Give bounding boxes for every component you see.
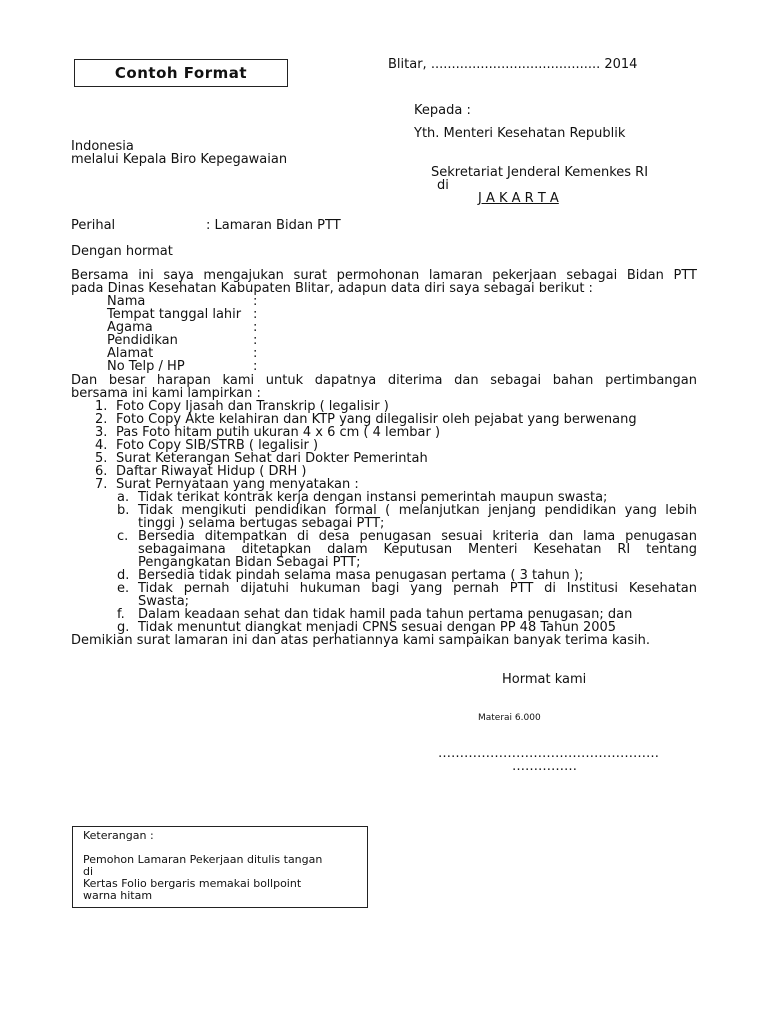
recipient-line-1: Yth. Menteri Kesehatan Republik: [414, 126, 626, 141]
field-label: Tempat tanggal lahir: [107, 307, 242, 322]
list-item-continued: tinggi ) selama bertugas sebagai PTT;: [138, 516, 385, 531]
list-item-number: 3.: [95, 425, 108, 440]
signature-dots-line-2: ……………: [512, 759, 577, 774]
field-separator: :: [253, 307, 258, 322]
list-item-number: 2.: [95, 412, 108, 427]
list-item: Foto Copy Akte kelahiran dan KTP yang dilegalisir oleh pejabat yang berwenang: [116, 412, 637, 427]
closing-text: Demikian surat lamaran ini dan atas perhatiannya kami sampaikan banyak terima kasih.: [71, 633, 651, 648]
note-box: [72, 826, 368, 908]
intro-line-2: pada Dinas Kesehatan Kabupaten Blitar, adapun data diri saya sebagai berikut :: [71, 281, 593, 296]
field-separator: :: [253, 359, 258, 374]
list-item: Surat Pernyataan yang menyatakan :: [116, 477, 359, 492]
recipient-di: di: [437, 178, 449, 193]
list-item-number: 6.: [95, 464, 108, 479]
field-label: Nama: [107, 294, 146, 309]
list-item-continued: Swasta;: [138, 594, 190, 609]
list-item-letter: d.: [117, 568, 130, 583]
field-label: Agama: [107, 320, 153, 335]
list-item: Bersedia tidak pindah selama masa penugasan pertama ( 3 tahun );: [138, 568, 584, 583]
list-item: Daftar Riwayat Hidup ( DRH ): [116, 464, 307, 479]
recipient-line-3: melalui Kepala Biro Kepegawaian: [71, 152, 288, 167]
list-item-number: 1.: [95, 399, 108, 414]
intro-line-1: Bersama ini saya mengajukan surat permohonan lamaran pekerjaan sebagai Bidan PTT: [71, 268, 697, 283]
list-item: Tidak mengikuti pendidikan formal ( melanjutkan jenjang pendidikan yang lebih: [138, 503, 697, 518]
kepada-label: Kepada :: [414, 103, 471, 118]
field-separator: :: [253, 294, 258, 309]
list-item-number: 7.: [95, 477, 108, 492]
perihal-value: : Lamaran Bidan PTT: [206, 218, 341, 233]
note-line-3: Kertas Folio bergaris memakai bollpoint: [83, 877, 302, 890]
signature-salutation: Hormat kami: [502, 672, 587, 687]
list-item: Bersedia ditempatkan di desa penugasan sesuai kriteria dan lama penugasan: [138, 529, 697, 544]
note-title: Keterangan :: [83, 829, 154, 842]
list-item-continued: Pengangkatan Bidan Sebagai PTT;: [138, 555, 361, 570]
greeting: Dengan hormat: [71, 244, 173, 259]
list-item: Surat Keterangan Sehat dari Dokter Pemerintah: [116, 451, 428, 466]
list-item: Tidak pernah dijatuhi hukuman bagi yang pernah PTT di Institusi Kesehatan: [138, 581, 697, 596]
recipient-line-4: Sekretariat Jenderal Kemenkes RI: [431, 165, 649, 180]
closing-intro-line-2: bersama ini kami lampirkan :: [71, 386, 261, 401]
field-separator: :: [253, 333, 258, 348]
closing-intro-line-1: Dan besar harapan kami untuk dapatnya diterima dan sebagai bahan pertimbangan: [71, 373, 697, 388]
note-line-4: warna hitam: [83, 889, 153, 902]
note-line-1: Pemohon Lamaran Pekerjaan ditulis tangan: [83, 853, 323, 866]
field-label: Pendidikan: [107, 333, 178, 348]
recipient-line-2: Indonesia: [71, 139, 134, 154]
list-item-letter: c.: [117, 529, 129, 544]
field-label: No Telp / HP: [107, 359, 185, 374]
stamp-label: Materai 6.000: [478, 713, 541, 723]
list-item-letter: f.: [117, 607, 125, 622]
list-item-letter: a.: [117, 490, 130, 505]
note-line-2: di: [83, 865, 94, 878]
field-separator: :: [253, 346, 258, 361]
list-item: Foto Copy Ijasah dan Transkrip ( legalisir ): [116, 399, 389, 414]
page-title: Contoh Format: [74, 59, 288, 87]
list-item: Pas Foto hitam putih ukuran 4 x 6 cm ( 4 lembar ): [116, 425, 441, 440]
list-item-number: 5.: [95, 451, 108, 466]
list-item-continued: sebagaimana ditetapkan dalam Keputusan Menteri Kesehatan RI tentang: [138, 542, 697, 557]
recipient-city: J A K A R T A: [478, 191, 559, 206]
list-item: Dalam keadaan sehat dan tidak hamil pada tahun pertama penugasan; dan: [138, 607, 633, 622]
list-item: Tidak menuntut diangkat menjadi CPNS sesuai dengan PP 48 Tahun 2005: [138, 620, 617, 635]
field-label: Alamat: [107, 346, 154, 361]
list-item-number: 4.: [95, 438, 108, 453]
field-separator: :: [253, 320, 258, 335]
list-item-letter: b.: [117, 503, 130, 518]
perihal-label: Perihal: [71, 218, 116, 233]
signature-dots-line-1: ……………………………………………: [438, 746, 659, 761]
list-item-letter: g.: [117, 620, 130, 635]
place-date: Blitar, ......................................... 2014: [388, 57, 638, 72]
list-item-letter: e.: [117, 581, 130, 596]
list-item: Tidak terikat kontrak kerja dengan instansi pemerintah maupun swasta;: [138, 490, 608, 505]
list-item: Foto Copy SIB/STRB ( legalisir ): [116, 438, 319, 453]
